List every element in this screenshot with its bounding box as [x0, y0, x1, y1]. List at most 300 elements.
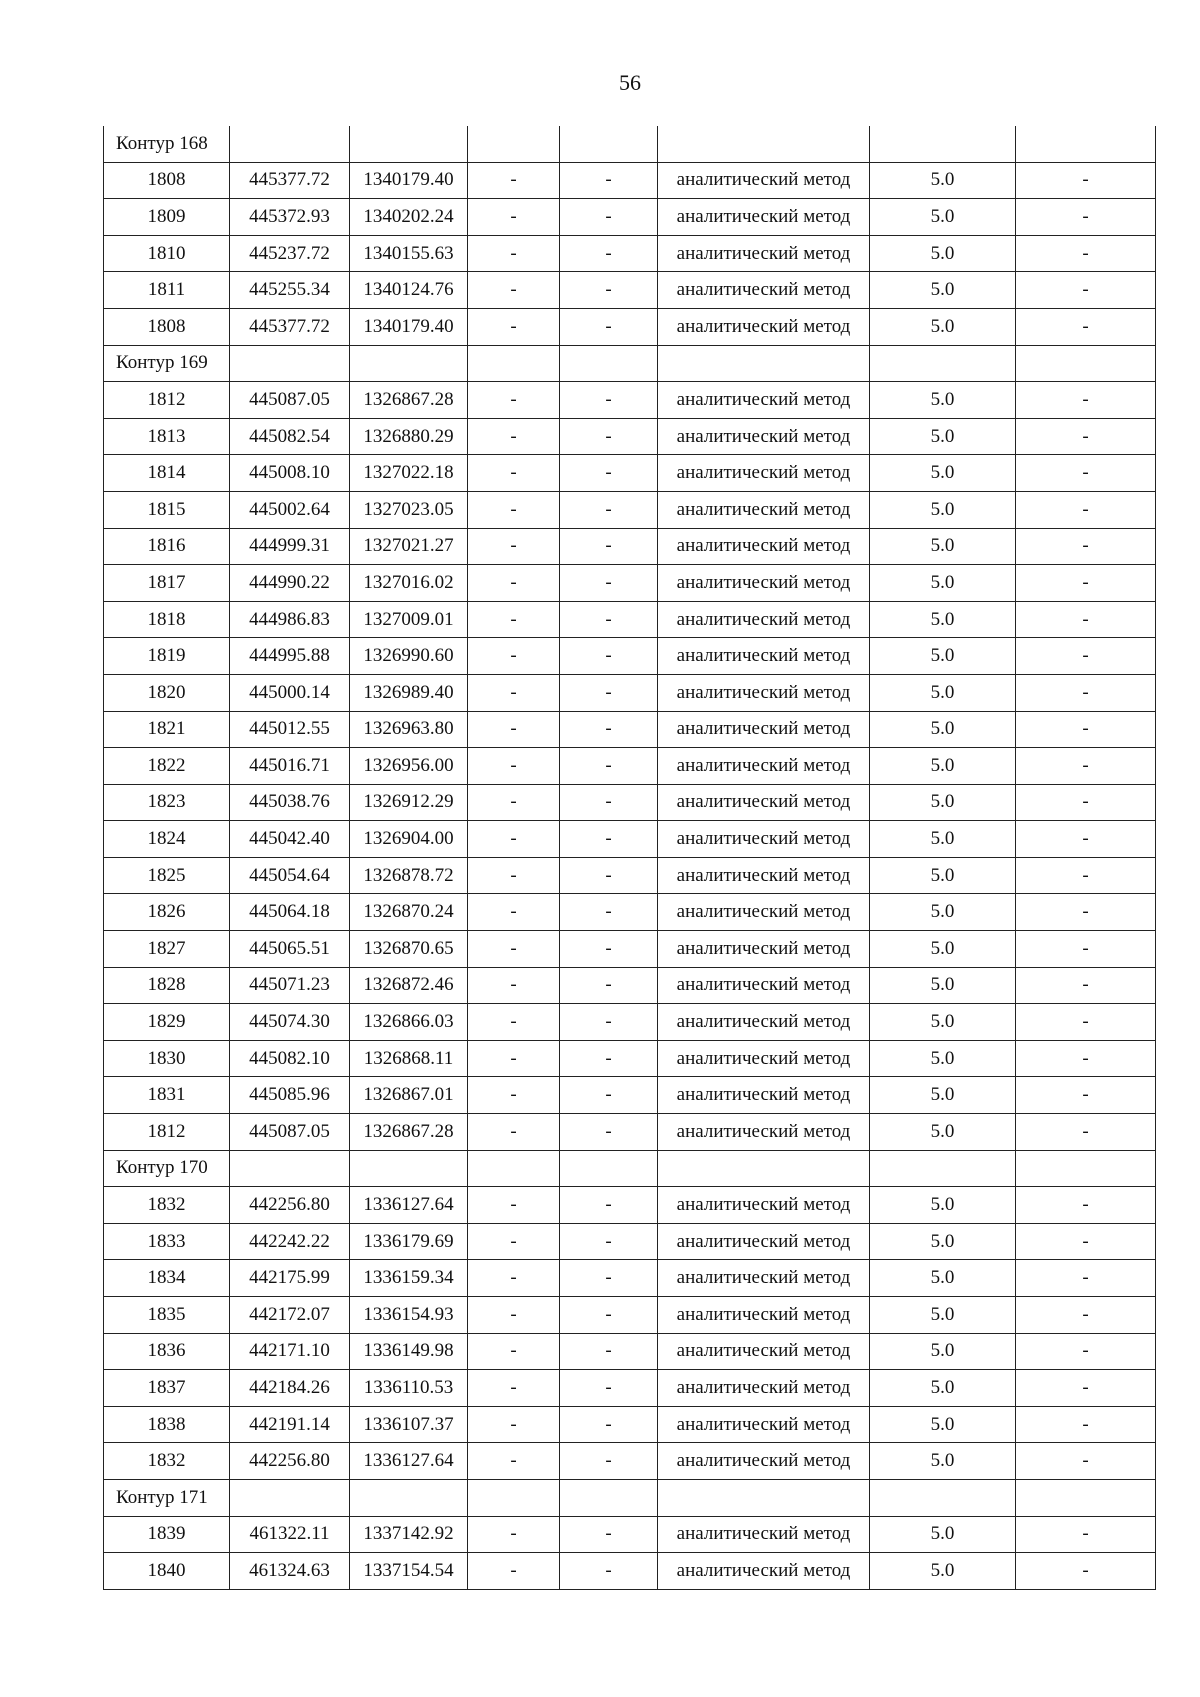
- dash-cell-b: -: [560, 1406, 658, 1443]
- dash-cell-a: -: [468, 1516, 560, 1553]
- y-coordinate-cell: 1326990.60: [350, 638, 468, 675]
- x-coordinate-cell: 442256.80: [230, 1443, 350, 1480]
- table-row: [104, 601, 1156, 638]
- contour-header-row: [104, 126, 1156, 162]
- y-coordinate-cell: 1336127.64: [350, 1187, 468, 1224]
- dash-cell-a: -: [468, 748, 560, 785]
- dash-cell-a: -: [468, 1553, 560, 1590]
- point-number-cell: 1829: [104, 1004, 230, 1041]
- dash-cell-a: -: [468, 1333, 560, 1370]
- point-number-cell: 1823: [104, 784, 230, 821]
- empty-cell: [1016, 1479, 1156, 1516]
- table-row: [104, 1004, 1156, 1041]
- accuracy-cell: 5.0: [870, 528, 1016, 565]
- dash-cell-a: -: [468, 821, 560, 858]
- dash-cell-c: -: [1016, 1187, 1156, 1224]
- method-cell: аналитический метод: [658, 894, 870, 931]
- dash-cell-a: -: [468, 308, 560, 345]
- accuracy-cell: 5.0: [870, 931, 1016, 968]
- y-coordinate-cell: 1336154.93: [350, 1297, 468, 1334]
- x-coordinate-cell: 445002.64: [230, 491, 350, 528]
- dash-cell-b: -: [560, 235, 658, 272]
- coordinates-table: [103, 126, 1156, 1590]
- dash-cell-b: -: [560, 199, 658, 236]
- dash-cell-b: -: [560, 1516, 658, 1553]
- accuracy-cell: 5.0: [870, 199, 1016, 236]
- x-coordinate-cell: 445237.72: [230, 235, 350, 272]
- y-coordinate-cell: 1326872.46: [350, 967, 468, 1004]
- dash-cell-c: -: [1016, 967, 1156, 1004]
- table-row: [104, 565, 1156, 602]
- empty-cell: [230, 126, 350, 162]
- method-cell: аналитический метод: [658, 1516, 870, 1553]
- table-row: [104, 967, 1156, 1004]
- y-coordinate-cell: 1340179.40: [350, 308, 468, 345]
- table-row: [104, 1370, 1156, 1407]
- dash-cell-b: -: [560, 528, 658, 565]
- empty-cell: [870, 1479, 1016, 1516]
- accuracy-cell: 5.0: [870, 491, 1016, 528]
- table-row: [104, 821, 1156, 858]
- point-number-cell: 1834: [104, 1260, 230, 1297]
- table-row: [104, 1187, 1156, 1224]
- method-cell: аналитический метод: [658, 857, 870, 894]
- accuracy-cell: 5.0: [870, 565, 1016, 602]
- method-cell: аналитический метод: [658, 565, 870, 602]
- point-number-cell: 1812: [104, 382, 230, 419]
- dash-cell-b: -: [560, 565, 658, 602]
- method-cell: аналитический метод: [658, 1370, 870, 1407]
- dash-cell-c: -: [1016, 821, 1156, 858]
- method-cell: аналитический метод: [658, 1260, 870, 1297]
- y-coordinate-cell: 1340124.76: [350, 272, 468, 309]
- accuracy-cell: 5.0: [870, 455, 1016, 492]
- x-coordinate-cell: 445071.23: [230, 967, 350, 1004]
- dash-cell-c: -: [1016, 894, 1156, 931]
- point-number-cell: 1813: [104, 418, 230, 455]
- empty-cell: [468, 126, 560, 162]
- y-coordinate-cell: 1336107.37: [350, 1406, 468, 1443]
- table-row: [104, 491, 1156, 528]
- contour-header-row: [104, 1150, 1156, 1187]
- accuracy-cell: 5.0: [870, 1260, 1016, 1297]
- y-coordinate-cell: 1340179.40: [350, 162, 468, 199]
- dash-cell-a: -: [468, 382, 560, 419]
- x-coordinate-cell: 442191.14: [230, 1406, 350, 1443]
- point-number-cell: 1808: [104, 308, 230, 345]
- dash-cell-b: -: [560, 967, 658, 1004]
- x-coordinate-cell: 445074.30: [230, 1004, 350, 1041]
- y-coordinate-cell: 1337154.54: [350, 1553, 468, 1590]
- contour-header-row: [104, 1479, 1156, 1516]
- dash-cell-c: -: [1016, 748, 1156, 785]
- dash-cell-b: -: [560, 1004, 658, 1041]
- dash-cell-b: -: [560, 418, 658, 455]
- dash-cell-b: -: [560, 1443, 658, 1480]
- point-number-cell: 1818: [104, 601, 230, 638]
- dash-cell-c: -: [1016, 1077, 1156, 1114]
- table-row: [104, 308, 1156, 345]
- method-cell: аналитический метод: [658, 967, 870, 1004]
- point-number-cell: 1808: [104, 162, 230, 199]
- x-coordinate-cell: 444999.31: [230, 528, 350, 565]
- accuracy-cell: 5.0: [870, 308, 1016, 345]
- x-coordinate-cell: 445042.40: [230, 821, 350, 858]
- dash-cell-c: -: [1016, 1370, 1156, 1407]
- method-cell: аналитический метод: [658, 235, 870, 272]
- y-coordinate-cell: 1336159.34: [350, 1260, 468, 1297]
- accuracy-cell: 5.0: [870, 235, 1016, 272]
- accuracy-cell: 5.0: [870, 1553, 1016, 1590]
- point-number-cell: 1815: [104, 491, 230, 528]
- table-row: [104, 418, 1156, 455]
- point-number-cell: 1836: [104, 1333, 230, 1370]
- x-coordinate-cell: 445012.55: [230, 711, 350, 748]
- empty-cell: [1016, 126, 1156, 162]
- method-cell: аналитический метод: [658, 601, 870, 638]
- accuracy-cell: 5.0: [870, 784, 1016, 821]
- dash-cell-b: -: [560, 1223, 658, 1260]
- dash-cell-b: -: [560, 382, 658, 419]
- dash-cell-c: -: [1016, 162, 1156, 199]
- dash-cell-c: -: [1016, 1260, 1156, 1297]
- dash-cell-a: -: [468, 711, 560, 748]
- dash-cell-a: -: [468, 528, 560, 565]
- table-row: [104, 931, 1156, 968]
- method-cell: аналитический метод: [658, 491, 870, 528]
- dash-cell-c: -: [1016, 1040, 1156, 1077]
- point-number-cell: 1827: [104, 931, 230, 968]
- empty-cell: [658, 1479, 870, 1516]
- y-coordinate-cell: 1326866.03: [350, 1004, 468, 1041]
- dash-cell-c: -: [1016, 1516, 1156, 1553]
- table-row: [104, 711, 1156, 748]
- y-coordinate-cell: 1327023.05: [350, 491, 468, 528]
- dash-cell-a: -: [468, 674, 560, 711]
- empty-cell: [230, 1150, 350, 1187]
- point-number-cell: 1830: [104, 1040, 230, 1077]
- table-row: [104, 748, 1156, 785]
- table-row: [104, 674, 1156, 711]
- dash-cell-a: -: [468, 1004, 560, 1041]
- empty-cell: [350, 126, 468, 162]
- point-number-cell: 1825: [104, 857, 230, 894]
- table-row: [104, 1553, 1156, 1590]
- x-coordinate-cell: 461324.63: [230, 1553, 350, 1590]
- dash-cell-c: -: [1016, 601, 1156, 638]
- accuracy-cell: 5.0: [870, 1077, 1016, 1114]
- contour-label: Контур 168: [104, 126, 230, 162]
- empty-cell: [870, 1150, 1016, 1187]
- table-row: [104, 235, 1156, 272]
- empty-cell: [350, 345, 468, 382]
- dash-cell-c: -: [1016, 1004, 1156, 1041]
- dash-cell-a: -: [468, 857, 560, 894]
- table-row: [104, 1516, 1156, 1553]
- point-number-cell: 1810: [104, 235, 230, 272]
- x-coordinate-cell: 444986.83: [230, 601, 350, 638]
- point-number-cell: 1819: [104, 638, 230, 675]
- accuracy-cell: 5.0: [870, 894, 1016, 931]
- method-cell: аналитический метод: [658, 748, 870, 785]
- dash-cell-a: -: [468, 1077, 560, 1114]
- dash-cell-b: -: [560, 491, 658, 528]
- contour-label: Контур 169: [104, 345, 230, 382]
- dash-cell-c: -: [1016, 235, 1156, 272]
- table-row: [104, 1260, 1156, 1297]
- dash-cell-c: -: [1016, 382, 1156, 419]
- table-row: [104, 784, 1156, 821]
- dash-cell-c: -: [1016, 638, 1156, 675]
- dash-cell-b: -: [560, 1370, 658, 1407]
- accuracy-cell: 5.0: [870, 1040, 1016, 1077]
- y-coordinate-cell: 1327009.01: [350, 601, 468, 638]
- x-coordinate-cell: 442175.99: [230, 1260, 350, 1297]
- accuracy-cell: 5.0: [870, 1516, 1016, 1553]
- dash-cell-a: -: [468, 1297, 560, 1334]
- dash-cell-c: -: [1016, 857, 1156, 894]
- dash-cell-c: -: [1016, 455, 1156, 492]
- dash-cell-a: -: [468, 894, 560, 931]
- dash-cell-b: -: [560, 821, 658, 858]
- empty-cell: [468, 1479, 560, 1516]
- accuracy-cell: 5.0: [870, 1114, 1016, 1151]
- y-coordinate-cell: 1326989.40: [350, 674, 468, 711]
- accuracy-cell: 5.0: [870, 272, 1016, 309]
- dash-cell-c: -: [1016, 674, 1156, 711]
- dash-cell-a: -: [468, 1040, 560, 1077]
- contour-header-row: [104, 345, 1156, 382]
- empty-cell: [230, 345, 350, 382]
- dash-cell-c: -: [1016, 565, 1156, 602]
- y-coordinate-cell: 1336179.69: [350, 1223, 468, 1260]
- x-coordinate-cell: 442242.22: [230, 1223, 350, 1260]
- dash-cell-a: -: [468, 199, 560, 236]
- point-number-cell: 1832: [104, 1443, 230, 1480]
- x-coordinate-cell: 445054.64: [230, 857, 350, 894]
- accuracy-cell: 5.0: [870, 711, 1016, 748]
- accuracy-cell: 5.0: [870, 1406, 1016, 1443]
- method-cell: аналитический метод: [658, 1223, 870, 1260]
- dash-cell-b: -: [560, 638, 658, 675]
- method-cell: аналитический метод: [658, 455, 870, 492]
- x-coordinate-cell: 445372.93: [230, 199, 350, 236]
- dash-cell-a: -: [468, 1443, 560, 1480]
- x-coordinate-cell: 445255.34: [230, 272, 350, 309]
- dash-cell-a: -: [468, 565, 560, 602]
- point-number-cell: 1809: [104, 199, 230, 236]
- dash-cell-c: -: [1016, 1406, 1156, 1443]
- dash-cell-c: -: [1016, 931, 1156, 968]
- dash-cell-c: -: [1016, 1443, 1156, 1480]
- y-coordinate-cell: 1326956.00: [350, 748, 468, 785]
- dash-cell-b: -: [560, 1040, 658, 1077]
- method-cell: аналитический метод: [658, 199, 870, 236]
- dash-cell-b: -: [560, 894, 658, 931]
- contour-label: Контур 170: [104, 1150, 230, 1187]
- method-cell: аналитический метод: [658, 784, 870, 821]
- point-number-cell: 1840: [104, 1553, 230, 1590]
- x-coordinate-cell: 442256.80: [230, 1187, 350, 1224]
- dash-cell-c: -: [1016, 528, 1156, 565]
- x-coordinate-cell: 445008.10: [230, 455, 350, 492]
- point-number-cell: 1814: [104, 455, 230, 492]
- dash-cell-c: -: [1016, 491, 1156, 528]
- table-row: [104, 455, 1156, 492]
- x-coordinate-cell: 445087.05: [230, 382, 350, 419]
- x-coordinate-cell: 442172.07: [230, 1297, 350, 1334]
- x-coordinate-cell: 461322.11: [230, 1516, 350, 1553]
- table-row: [104, 894, 1156, 931]
- point-number-cell: 1838: [104, 1406, 230, 1443]
- accuracy-cell: 5.0: [870, 1297, 1016, 1334]
- x-coordinate-cell: 445000.14: [230, 674, 350, 711]
- table-row: [104, 528, 1156, 565]
- dash-cell-b: -: [560, 1187, 658, 1224]
- method-cell: аналитический метод: [658, 1406, 870, 1443]
- dash-cell-c: -: [1016, 711, 1156, 748]
- dash-cell-c: -: [1016, 1297, 1156, 1334]
- method-cell: аналитический метод: [658, 162, 870, 199]
- dash-cell-a: -: [468, 491, 560, 528]
- method-cell: аналитический метод: [658, 1443, 870, 1480]
- accuracy-cell: 5.0: [870, 821, 1016, 858]
- method-cell: аналитический метод: [658, 1187, 870, 1224]
- dash-cell-b: -: [560, 857, 658, 894]
- accuracy-cell: 5.0: [870, 638, 1016, 675]
- point-number-cell: 1811: [104, 272, 230, 309]
- y-coordinate-cell: 1326912.29: [350, 784, 468, 821]
- accuracy-cell: 5.0: [870, 1187, 1016, 1224]
- y-coordinate-cell: 1336127.64: [350, 1443, 468, 1480]
- accuracy-cell: 5.0: [870, 418, 1016, 455]
- method-cell: аналитический метод: [658, 1004, 870, 1041]
- dash-cell-b: -: [560, 308, 658, 345]
- dash-cell-a: -: [468, 784, 560, 821]
- y-coordinate-cell: 1326878.72: [350, 857, 468, 894]
- empty-cell: [560, 1150, 658, 1187]
- accuracy-cell: 5.0: [870, 1370, 1016, 1407]
- method-cell: аналитический метод: [658, 638, 870, 675]
- table-row: [104, 199, 1156, 236]
- dash-cell-a: -: [468, 1260, 560, 1297]
- dash-cell-b: -: [560, 272, 658, 309]
- table-row: [104, 382, 1156, 419]
- y-coordinate-cell: 1326867.01: [350, 1077, 468, 1114]
- point-number-cell: 1837: [104, 1370, 230, 1407]
- accuracy-cell: 5.0: [870, 748, 1016, 785]
- table-row: [104, 1223, 1156, 1260]
- y-coordinate-cell: 1326870.65: [350, 931, 468, 968]
- empty-cell: [350, 1479, 468, 1516]
- dash-cell-c: -: [1016, 1333, 1156, 1370]
- table-row: [104, 272, 1156, 309]
- empty-cell: [350, 1150, 468, 1187]
- page-number: 56: [619, 70, 641, 95]
- x-coordinate-cell: 445038.76: [230, 784, 350, 821]
- point-number-cell: 1816: [104, 528, 230, 565]
- method-cell: аналитический метод: [658, 308, 870, 345]
- x-coordinate-cell: 445082.10: [230, 1040, 350, 1077]
- point-number-cell: 1822: [104, 748, 230, 785]
- table-row: [104, 162, 1156, 199]
- point-number-cell: 1812: [104, 1114, 230, 1151]
- point-number-cell: 1820: [104, 674, 230, 711]
- table-row: [104, 1443, 1156, 1480]
- table-row: [104, 1077, 1156, 1114]
- point-number-cell: 1821: [104, 711, 230, 748]
- table-row: [104, 1114, 1156, 1151]
- method-cell: аналитический метод: [658, 821, 870, 858]
- dash-cell-a: -: [468, 1370, 560, 1407]
- y-coordinate-cell: 1336110.53: [350, 1370, 468, 1407]
- accuracy-cell: 5.0: [870, 382, 1016, 419]
- empty-cell: [1016, 345, 1156, 382]
- x-coordinate-cell: 445082.54: [230, 418, 350, 455]
- dash-cell-b: -: [560, 674, 658, 711]
- accuracy-cell: 5.0: [870, 857, 1016, 894]
- point-number-cell: 1817: [104, 565, 230, 602]
- accuracy-cell: 5.0: [870, 1443, 1016, 1480]
- dash-cell-b: -: [560, 1077, 658, 1114]
- dash-cell-b: -: [560, 1114, 658, 1151]
- dash-cell-a: -: [468, 235, 560, 272]
- dash-cell-c: -: [1016, 199, 1156, 236]
- point-number-cell: 1833: [104, 1223, 230, 1260]
- dash-cell-c: -: [1016, 1223, 1156, 1260]
- dash-cell-b: -: [560, 748, 658, 785]
- dash-cell-a: -: [468, 418, 560, 455]
- method-cell: аналитический метод: [658, 674, 870, 711]
- method-cell: аналитический метод: [658, 931, 870, 968]
- accuracy-cell: 5.0: [870, 162, 1016, 199]
- y-coordinate-cell: 1326904.00: [350, 821, 468, 858]
- method-cell: аналитический метод: [658, 1297, 870, 1334]
- point-number-cell: 1831: [104, 1077, 230, 1114]
- y-coordinate-cell: 1340202.24: [350, 199, 468, 236]
- x-coordinate-cell: 445065.51: [230, 931, 350, 968]
- y-coordinate-cell: 1326868.11: [350, 1040, 468, 1077]
- x-coordinate-cell: 445016.71: [230, 748, 350, 785]
- table-body: [104, 126, 1156, 1589]
- y-coordinate-cell: 1326870.24: [350, 894, 468, 931]
- empty-cell: [658, 1150, 870, 1187]
- dash-cell-b: -: [560, 711, 658, 748]
- point-number-cell: 1832: [104, 1187, 230, 1224]
- empty-cell: [230, 1479, 350, 1516]
- y-coordinate-cell: 1340155.63: [350, 235, 468, 272]
- empty-cell: [560, 126, 658, 162]
- dash-cell-b: -: [560, 784, 658, 821]
- dash-cell-b: -: [560, 1553, 658, 1590]
- empty-cell: [658, 345, 870, 382]
- table-row: [104, 857, 1156, 894]
- method-cell: аналитический метод: [658, 272, 870, 309]
- point-number-cell: 1839: [104, 1516, 230, 1553]
- dash-cell-c: -: [1016, 308, 1156, 345]
- empty-cell: [468, 1150, 560, 1187]
- table-row: [104, 638, 1156, 675]
- x-coordinate-cell: 445064.18: [230, 894, 350, 931]
- dash-cell-a: -: [468, 1114, 560, 1151]
- y-coordinate-cell: 1326963.80: [350, 711, 468, 748]
- dash-cell-b: -: [560, 1297, 658, 1334]
- empty-cell: [870, 345, 1016, 382]
- accuracy-cell: 5.0: [870, 1333, 1016, 1370]
- table-row: [104, 1040, 1156, 1077]
- empty-cell: [468, 345, 560, 382]
- accuracy-cell: 5.0: [870, 674, 1016, 711]
